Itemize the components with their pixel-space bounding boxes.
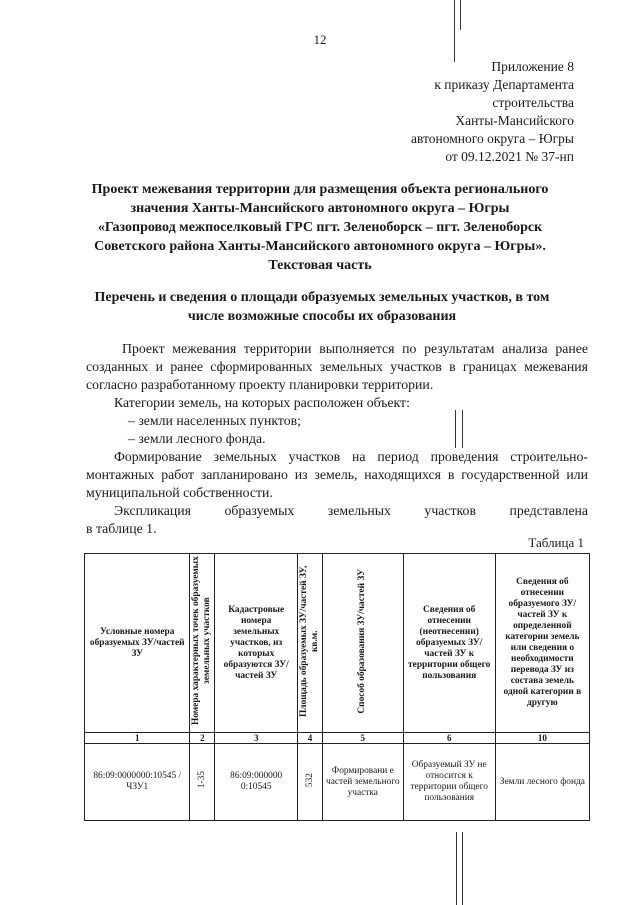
column-number: 4	[298, 733, 323, 744]
table-row	[85, 744, 590, 821]
header-cell: Кадастровые номера земельных участков, из которых образуются ЗУ/частей ЗУ	[215, 554, 298, 733]
list-item: – земли населенных пунктов;	[128, 413, 301, 428]
body-text	[86, 340, 588, 538]
points-text: 1-35	[196, 771, 207, 789]
scan-artifact-line	[460, 0, 461, 30]
column-number: 1	[85, 733, 190, 744]
column-number: 6	[403, 733, 495, 744]
paragraph: Проект межевания территории выполняется по результатам анализа ранее созданных и ранее сформированных земельных участков в границах межевания согласно разработанному проекту планировки территории.	[86, 341, 588, 392]
scan-artifact-line	[454, 0, 455, 62]
paragraph: Категории земель, на которых расположен объект:	[114, 395, 410, 410]
cell-area	[298, 744, 323, 821]
paragraph: в таблице 1.	[86, 521, 157, 536]
column-number: 5	[322, 733, 403, 744]
area-text: 532	[304, 772, 315, 788]
appendix-line: Ханты-Мансийского	[455, 113, 574, 128]
scan-artifact-line	[455, 410, 456, 448]
land-plots-table	[84, 553, 590, 821]
paragraph: Экспликация образуемых земельных участков представлена	[114, 503, 588, 518]
appendix-line: от 09.12.2021 № 37-нп	[445, 149, 574, 164]
cell-method: Формировани е частей земельного участка	[322, 744, 403, 821]
column-number: 3	[215, 733, 298, 744]
header-cell	[298, 554, 323, 733]
cell-points	[190, 744, 215, 821]
list-item: – земли лесного фонда.	[128, 431, 266, 446]
header-text: Площадь образуемых ЗУ/частей ЗУ, кв.м.	[299, 565, 321, 717]
column-number: 10	[495, 733, 589, 744]
header-text: Номера характерных точек образуемых земельных участков	[191, 556, 213, 726]
cell-cadastral: 86:09:000000 0:10545	[215, 744, 298, 821]
column-number: 2	[190, 733, 215, 744]
section-subtitle: Перечень и сведения о площади образуемых земельных участков, в том числе возможные способы их образования	[94, 290, 550, 324]
header-cell: Сведения об отнесении образуемого ЗУ/частей ЗУ к определенной категории земель или сведения о необходимости перевода ЗУ из состава земель одной категории в другую	[495, 554, 589, 733]
header-cell	[190, 554, 215, 733]
appendix-line: строительства	[492, 95, 574, 110]
header-text: Способ образования ЗУ/частей ЗУ	[357, 568, 368, 714]
document-title: Проект межевания территории для размещения объекта регионального значения Ханты-Мансийского автономного округа – Югры «Газопровод межпоселковый ГРС пгт. Зеленоборск – пгт. Зеленоборск Советского района Ханты-Мансийского автономного округа – Югры». Текстовая часть	[91, 182, 549, 273]
scan-artifact-line	[462, 410, 463, 448]
header-cell: Сведения об отнесении (неотнесении) образуемых ЗУ/частей ЗУ к территории общего пользования	[403, 554, 495, 733]
header-cell	[322, 554, 403, 733]
scan-artifact-line	[456, 832, 457, 905]
cell-category: Земли лесного фонда	[495, 744, 589, 821]
scan-artifact-line	[462, 832, 463, 905]
appendix-block	[411, 58, 574, 166]
cell-public-use: Образуемый ЗУ не относится к территории общего пользования	[403, 744, 495, 821]
appendix-line: автономного округа – Югры	[411, 131, 574, 146]
paragraph: Формирование земельных участков на период проведения строительно-монтажных работ запланировано из земель, находящихся в государственной или муниципальной собственности.	[86, 449, 588, 500]
table-label: Таблица 1	[528, 535, 584, 550]
appendix-line: к приказу Департамента	[434, 77, 574, 92]
table-number-row	[85, 733, 590, 744]
table-header-row	[85, 554, 590, 733]
appendix-line: Приложение 8	[491, 59, 574, 74]
page-number: 12	[313, 32, 327, 47]
header-cell: Условные номера образуемых ЗУ/частей ЗУ	[85, 554, 190, 733]
cell-plot-id: 86:09:0000000:10545 /ЧЗУ1	[85, 744, 190, 821]
